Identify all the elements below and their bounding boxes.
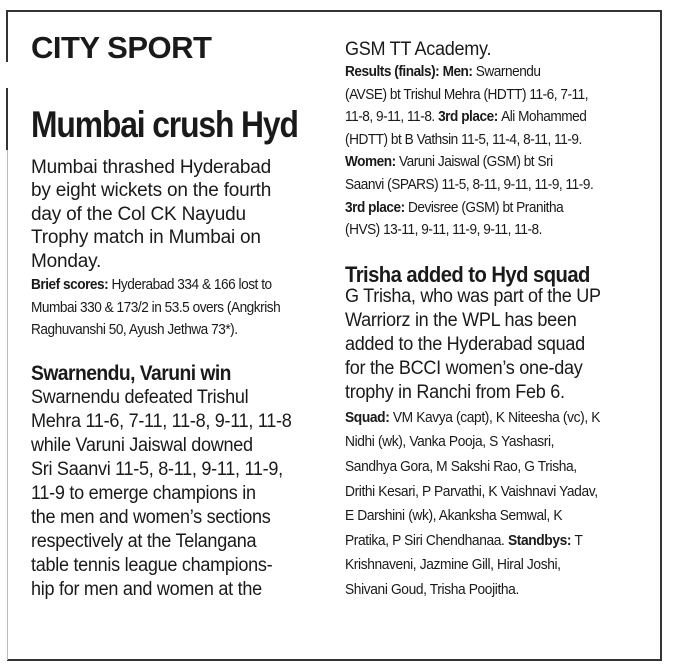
frame-border-top	[7, 10, 662, 12]
text-line	[31, 274, 313, 297]
text-line	[345, 38, 630, 62]
text-run: 11-9 to emerge champions in	[31, 482, 256, 504]
text-line	[345, 553, 630, 578]
frame-border-left	[6, 10, 8, 62]
text-line	[345, 430, 630, 455]
text-run: table tennis league champions-	[31, 554, 273, 576]
bold-lead-in: Standbys:	[507, 532, 575, 549]
text-line	[31, 434, 316, 458]
story2-body	[31, 386, 331, 602]
text-run: (HVS) 13-11, 9-11, 11-9, 9-11, 11-8.	[345, 222, 542, 239]
text-line	[31, 530, 316, 554]
text-run: day of the Col CK Nayudu	[31, 203, 246, 225]
text-run: Swarnendu defeated Trishul	[31, 386, 249, 408]
text-line	[345, 504, 630, 529]
text-run: T	[574, 532, 583, 549]
text-line	[31, 226, 331, 249]
text-line	[345, 285, 630, 309]
text-run: Ali Mohammed	[501, 109, 587, 126]
frame-border-left	[7, 150, 8, 660]
text-run: G Trisha, who was part of the UP	[345, 285, 601, 307]
left-column	[31, 30, 331, 602]
text-line	[345, 151, 627, 174]
bold-lead-in: Brief scores:	[31, 277, 112, 294]
text-line	[31, 482, 316, 506]
text-run: Drithi Kesari, P Parvathi, K Vaishnavi Yadav,	[345, 483, 598, 500]
story2-results	[345, 61, 645, 242]
text-run: Sri Saanvi 11-5, 8-11, 9-11, 11-9,	[31, 458, 283, 480]
text-run: Trophy match in Mumbai on	[31, 227, 261, 249]
text-run: Warriorz in the WPL has been	[345, 309, 577, 331]
text-run: VM Kavya (capt), K Niteesha (vc), K	[392, 409, 601, 426]
text-line	[345, 219, 627, 242]
story3-squad	[345, 406, 645, 603]
bold-lead-in: 3rd place:	[345, 199, 409, 216]
text-run: Mumbai thrashed Hyderabad	[31, 157, 272, 178]
text-run: Nidhi (wk), Vanka Pooja, S Yashasri,	[345, 434, 555, 451]
story1-headline: Mumbai crush Hyd	[31, 104, 298, 145]
text-line	[31, 386, 316, 410]
text-run: Devisree (GSM) bt Pranitha	[408, 199, 564, 216]
text-run: respectively at the Telangana	[31, 530, 257, 552]
text-line	[345, 84, 627, 107]
text-run: added to the Hyderabad squad	[345, 333, 585, 355]
text-line	[345, 381, 630, 405]
text-run: Saanvi (SPARS) 11-5, 8-11, 9-11, 11-9, 11-9.	[345, 176, 594, 193]
frame-border-right	[660, 10, 662, 660]
text-line	[31, 250, 331, 273]
bold-lead-in: Women:	[345, 154, 400, 171]
text-run: E Darshini (wk), Akanksha Semwal, K	[345, 508, 563, 525]
text-line	[31, 578, 316, 602]
frame-border-left	[6, 88, 8, 150]
story1-body	[31, 156, 331, 273]
text-line	[345, 309, 630, 333]
text-run: while Varuni Jaiswal downed	[31, 434, 253, 456]
text-run: the men and women’s sections	[31, 506, 271, 528]
text-run: Sandhya Gora, M Sakshi Rao, G Trisha,	[345, 458, 577, 475]
text-line	[345, 129, 627, 152]
text-run: Raghuvanshi 50, Ayush Jethwa 73*).	[31, 322, 238, 339]
bold-lead-in: Results (finals): Men:	[345, 64, 476, 80]
text-line	[31, 319, 313, 342]
text-run: (HDTT) bt B Vathsin 11-5, 11-4, 8-11, 11-9.	[345, 131, 582, 148]
text-line	[31, 506, 316, 530]
text-run: by eight wickets on the fourth	[31, 180, 272, 202]
section-title: CITY SPORT	[31, 30, 212, 65]
bold-lead-in: Squad:	[345, 409, 393, 426]
text-run: Varuni Jaiswal (GSM) bt Sri	[399, 154, 553, 171]
text-run: GSM TT Academy.	[345, 39, 492, 60]
text-run: hip for men and women at the	[31, 578, 262, 600]
text-line	[31, 179, 331, 202]
text-line	[345, 197, 627, 220]
text-line	[345, 106, 627, 129]
text-run: trophy in Ranchi from Feb 6.	[345, 381, 565, 403]
text-run: Mumbai 330 & 173/2 in 53.5 overs (Angkrish	[31, 299, 281, 316]
text-line	[31, 458, 316, 482]
text-run: Pratika, P Siri Chendhanaa.	[345, 532, 508, 549]
text-line	[31, 156, 331, 179]
text-run: Krishnaveni, Jazmine Gill, Hiral Joshi,	[345, 557, 561, 574]
frame-border-bottom	[7, 659, 662, 661]
text-line	[31, 554, 316, 578]
text-run: Monday.	[31, 250, 102, 272]
story2-body-continued	[345, 38, 645, 62]
right-column	[345, 38, 645, 603]
text-line	[345, 333, 630, 357]
text-line	[345, 357, 630, 381]
text-line	[345, 578, 630, 603]
text-line	[345, 174, 627, 197]
text-line	[31, 203, 331, 226]
text-line	[345, 529, 630, 554]
bold-lead-in: 3rd place:	[438, 109, 502, 126]
text-line	[345, 480, 630, 505]
text-run: 11-8, 9-11, 11-8.	[345, 109, 439, 126]
text-line	[31, 297, 313, 320]
text-run: Swarnendu	[475, 64, 541, 80]
text-line	[345, 61, 627, 84]
text-run: Shivani Goud, Trisha Poojitha.	[345, 581, 519, 598]
text-run: Hyderabad 334 & 166 lost to	[111, 277, 272, 294]
story3-body	[345, 285, 645, 405]
text-line	[31, 410, 316, 434]
text-run: for the BCCI women’s one-day	[345, 357, 583, 379]
story1-brief-scores	[31, 274, 331, 342]
text-line	[345, 406, 630, 431]
text-run: (AVSE) bt Trishul Mehra (HDTT) 11-6, 7-11,	[345, 86, 589, 103]
text-line	[345, 455, 630, 480]
text-run: Mehra 11-6, 7-11, 11-8, 9-11, 11-8	[31, 410, 292, 432]
story3-headline: Trisha added to Hyd squad	[345, 261, 590, 287]
story2-headline: Swarnendu, Varuni win	[31, 361, 231, 385]
